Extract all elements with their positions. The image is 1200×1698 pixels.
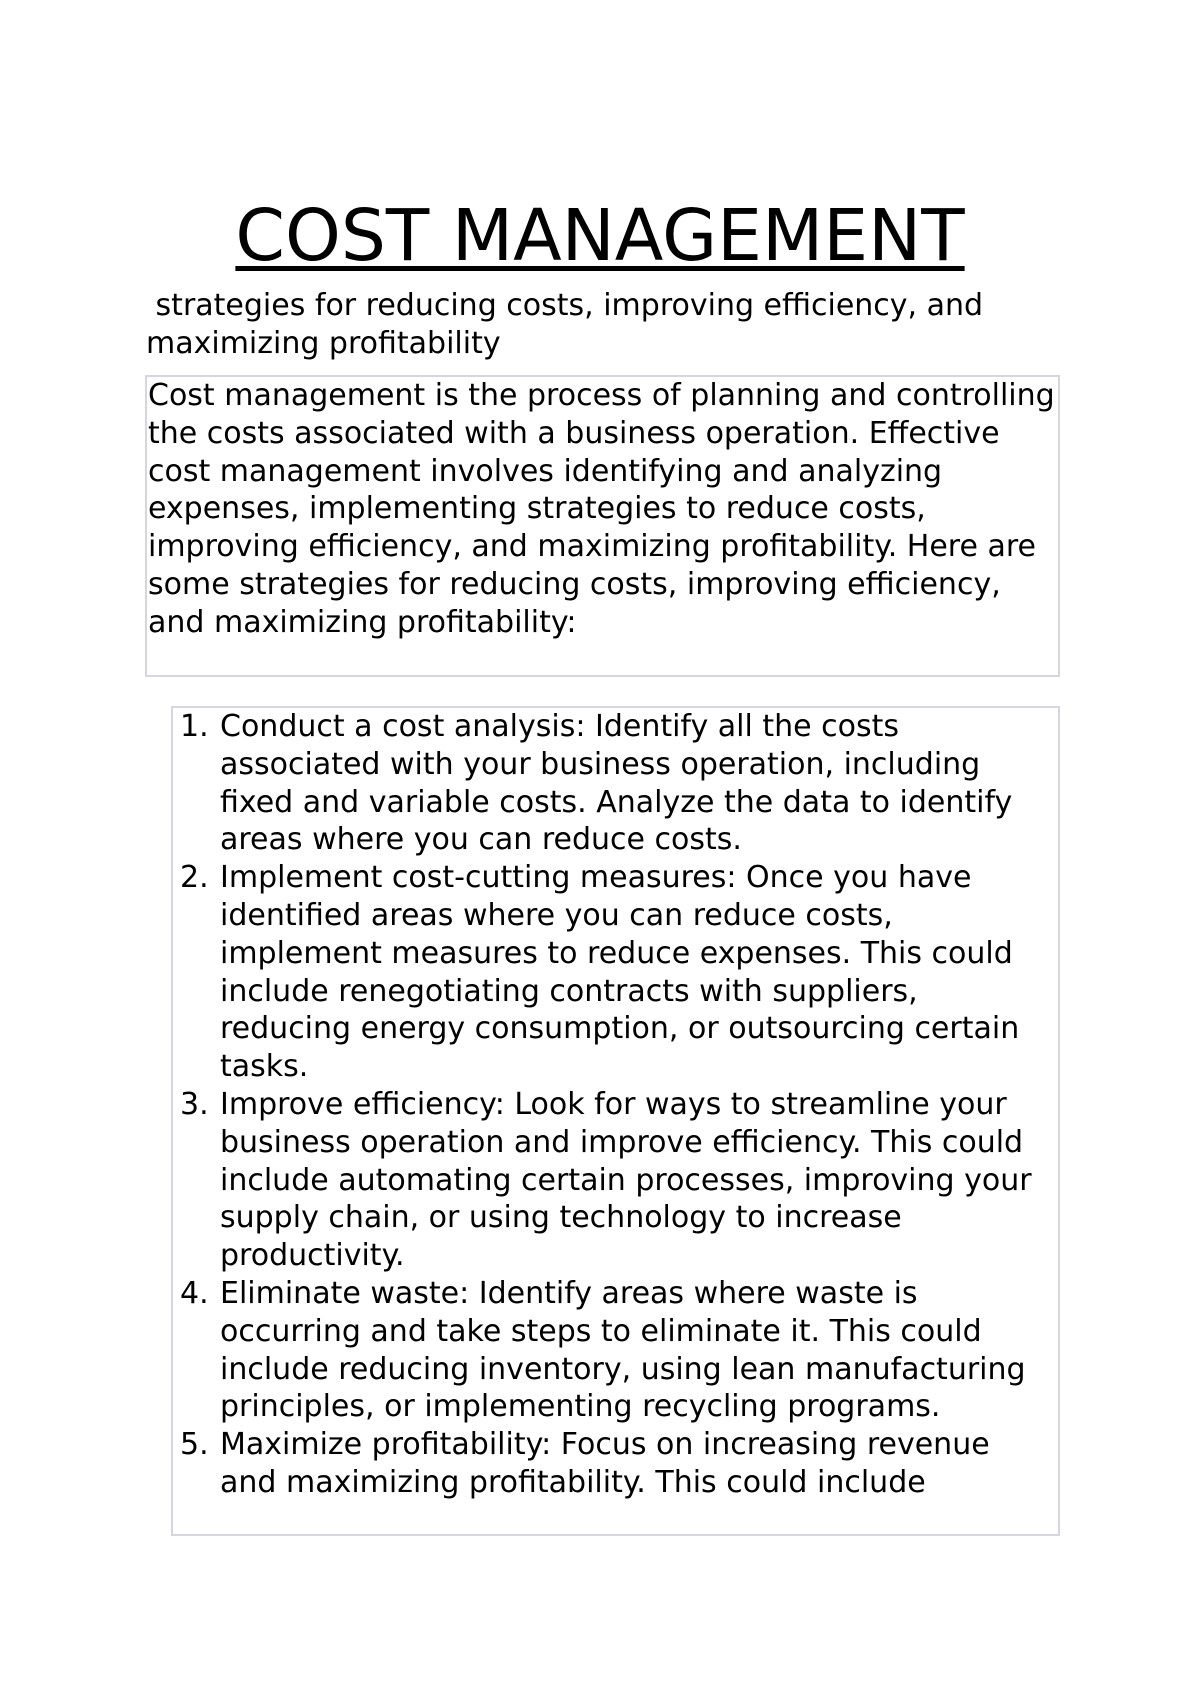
list-item-number: 3. xyxy=(180,1086,209,1122)
list-item-text: Maximize profitability: Focus on increasing revenue and maximizing profitability. This could include xyxy=(220,1427,990,1500)
list-item-number: 1. xyxy=(180,709,209,744)
list-item-text: Eliminate waste: Identify areas where waste is occurring and take steps to eliminate it. This could include reducing inventory, using lean manufacturing principles, or implementing recycling programs. xyxy=(220,1275,1026,1425)
list-item-number: 5. xyxy=(180,1427,209,1463)
strategy-list-box xyxy=(171,706,1060,1536)
list-item-text: Conduct a cost analysis: Identify all the costs associated with your business operation, including fixed and variable costs. Analyze the data to identify areas where you can reduce costs. xyxy=(220,709,1013,858)
list-item-text: Improve efficiency: Look for ways to streamline your business operation and improve efficiency. This could include automating certain processes, improving your supply chain, or using technology to increase productivity. xyxy=(220,1086,1032,1274)
list-item xyxy=(173,1275,1058,1426)
list-item-number: 2. xyxy=(180,860,209,896)
list-item xyxy=(173,708,1058,859)
intro-text-box xyxy=(145,375,1060,677)
list-item xyxy=(173,1426,1058,1502)
page-title xyxy=(0,194,1200,278)
list-item xyxy=(173,859,1058,1086)
list-item xyxy=(173,1086,1058,1275)
list-item-number: 4. xyxy=(180,1275,209,1311)
list-item-text: Implement cost-cutting measures: Once you have identified areas where you can reduce costs, implement measures to reduce expenses. This could include renegotiating contracts with suppliers, reducing energy consumption, or outsourcing certain tasks. xyxy=(220,860,1020,1085)
intro-paragraph: Cost management is the process of planning and controlling the costs associated with a business operation. Effective cost management involves identifying and analyzing expenses, implementing strategies to reduce costs, improving efficiency, and maximizing profitability. Here are some strategies for reducing costs, improving efficiency, and maximizing profitability: xyxy=(148,378,1055,640)
strategy-list xyxy=(173,708,1058,1502)
page-title-text: COST MANAGEMENT xyxy=(235,194,965,277)
page-subtitle: strategies for reducing costs, improving efficiency, and maximizing profitability xyxy=(146,288,993,361)
